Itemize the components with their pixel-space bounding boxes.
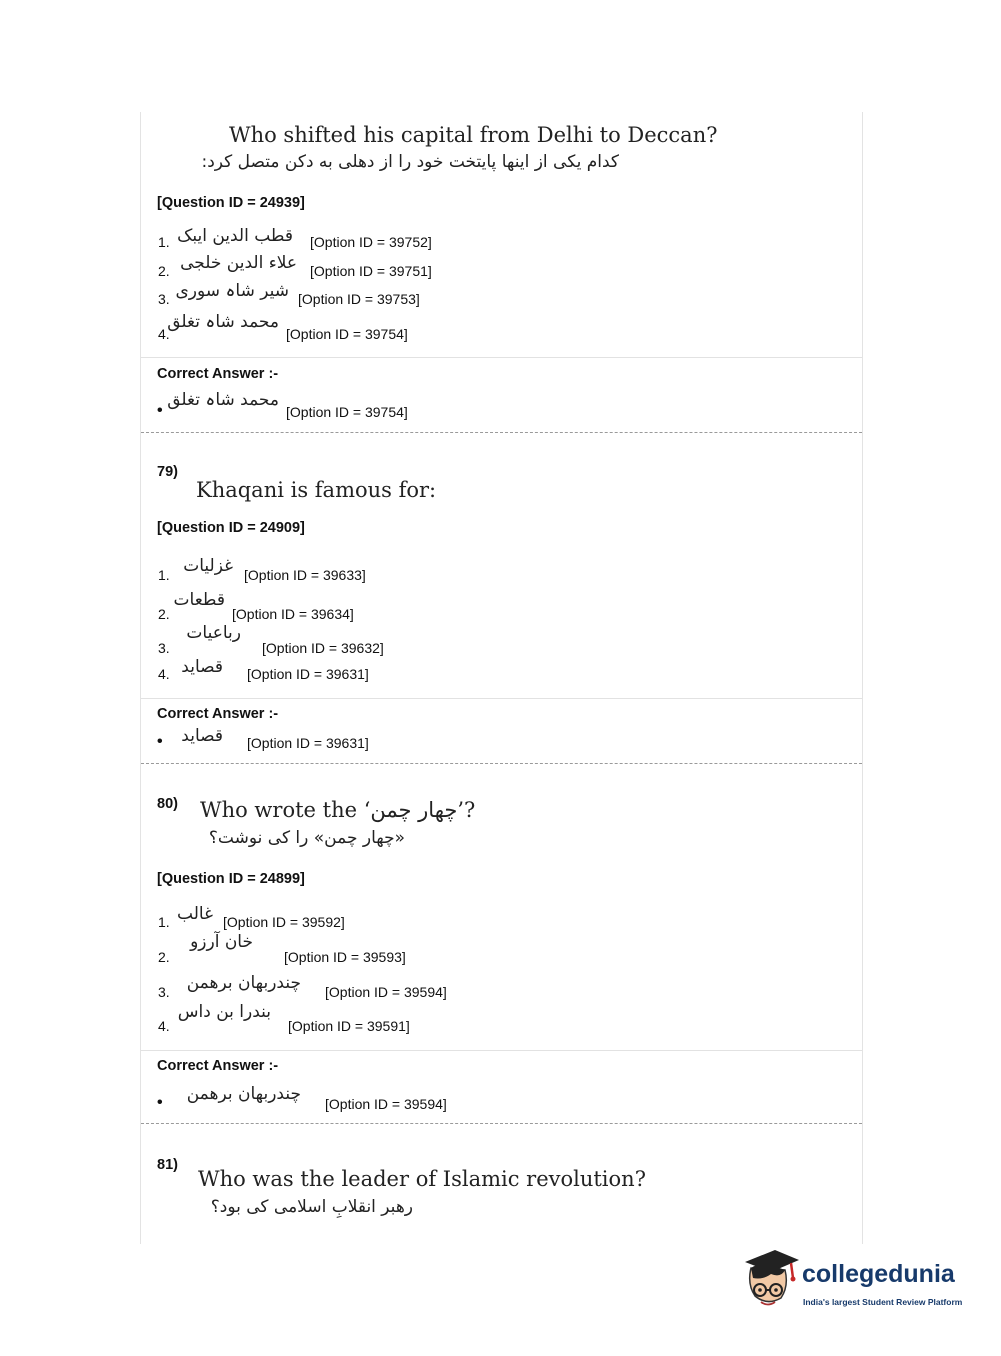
option-id: [Option ID = 39753] bbox=[298, 291, 420, 307]
question-text-ur: کدام یکی از اینها پایتخت خود را از دهلی به دکن متصل کرد: bbox=[201, 152, 619, 172]
option-number: 4. bbox=[158, 326, 170, 342]
option-number: 2. bbox=[158, 606, 170, 622]
option-text: قصاید bbox=[181, 657, 223, 677]
bullet: • bbox=[157, 402, 163, 419]
option-number: 2. bbox=[158, 949, 170, 965]
option-id: [Option ID = 39632] bbox=[262, 640, 384, 656]
option-id: [Option ID = 39752] bbox=[310, 234, 432, 250]
option-text: بندرا بن داس bbox=[177, 1002, 271, 1022]
question-id: [Question ID = 24899] bbox=[157, 871, 305, 887]
graduate-mascot-icon bbox=[741, 1248, 801, 1316]
question-text-en: Who was the leader of Islamic revolution? bbox=[198, 1167, 646, 1191]
option-number: 3. bbox=[158, 984, 170, 1000]
brand-tagline: India's largest Student Review Platform bbox=[803, 1297, 963, 1307]
option-text: رباعیات bbox=[186, 623, 241, 643]
option-number: 1. bbox=[158, 567, 170, 583]
correct-answer-text: چندربهان برهمن bbox=[186, 1084, 301, 1104]
option-number: 1. bbox=[158, 914, 170, 930]
option-text: علاء الدین خلجی bbox=[180, 253, 297, 273]
question-text-ur: رهبر انقلابِ اسلامی کی بود؟ bbox=[210, 1197, 413, 1217]
brand-name: collegedunia bbox=[802, 1260, 955, 1288]
option-number: 1. bbox=[158, 234, 170, 250]
question-separator bbox=[141, 763, 862, 764]
question-separator bbox=[141, 1123, 862, 1124]
divider bbox=[141, 1050, 862, 1051]
option-id: [Option ID = 39591] bbox=[288, 1018, 410, 1034]
option-number: 3. bbox=[158, 640, 170, 656]
question-number: 81) bbox=[157, 1157, 178, 1173]
option-number: 2. bbox=[158, 263, 170, 279]
option-text: محمد شاہ تغلق bbox=[167, 312, 279, 332]
option-text: خان آرزو bbox=[190, 932, 253, 952]
option-id: [Option ID = 39634] bbox=[232, 606, 354, 622]
option-text: قطب الدین ایبک bbox=[177, 226, 293, 246]
question-number: 80) bbox=[157, 796, 178, 812]
correct-answer-label: Correct Answer :- bbox=[157, 366, 279, 382]
option-id: [Option ID = 39754] bbox=[286, 326, 408, 342]
correct-answer-label: Correct Answer :- bbox=[157, 706, 279, 722]
option-id: [Option ID = 39751] bbox=[310, 263, 432, 279]
correct-answer-text: محمد شاہ تغلق bbox=[167, 390, 279, 410]
divider bbox=[141, 698, 862, 699]
option-number: 3. bbox=[158, 291, 170, 307]
question-text-en: Khaqani is famous for: bbox=[196, 478, 437, 502]
collegedunia-logo bbox=[741, 1248, 971, 1316]
option-text: چندربهان برهمن bbox=[186, 973, 301, 993]
exam-sheet bbox=[140, 112, 863, 1244]
correct-answer-label: Correct Answer :- bbox=[157, 1058, 279, 1074]
option-id: [Option ID = 39633] bbox=[244, 567, 366, 583]
option-id: [Option ID = 39592] bbox=[223, 914, 345, 930]
question-separator bbox=[141, 432, 862, 433]
option-id: [Option ID = 39593] bbox=[284, 949, 406, 965]
correct-answer-id: [Option ID = 39594] bbox=[325, 1096, 447, 1112]
correct-answer-id: [Option ID = 39631] bbox=[247, 735, 369, 751]
question-id: [Question ID = 24939] bbox=[157, 195, 305, 211]
question-text-en: Who wrote the ‘چهار چمن’? bbox=[200, 798, 476, 822]
question-text-ur: «چهار چمن» را کی نوشت؟ bbox=[208, 828, 405, 848]
option-text: غالب bbox=[177, 904, 213, 924]
option-text: قطعات bbox=[173, 590, 225, 610]
option-number: 4. bbox=[158, 1018, 170, 1034]
bullet: • bbox=[157, 1094, 163, 1111]
correct-answer-id: [Option ID = 39754] bbox=[286, 404, 408, 420]
correct-answer-text: قصاید bbox=[181, 726, 223, 746]
question-number: 79) bbox=[157, 464, 178, 480]
bullet: • bbox=[157, 733, 163, 750]
option-text: غزلیات bbox=[183, 556, 233, 576]
option-id: [Option ID = 39594] bbox=[325, 984, 447, 1000]
option-text: شیر شاہ سوری bbox=[175, 281, 289, 301]
question-text-en: Who shifted his capital from Delhi to Deccan? bbox=[229, 123, 718, 147]
option-number: 4. bbox=[158, 666, 170, 682]
option-id: [Option ID = 39631] bbox=[247, 666, 369, 682]
question-id: [Question ID = 24909] bbox=[157, 520, 305, 536]
divider bbox=[141, 357, 862, 358]
